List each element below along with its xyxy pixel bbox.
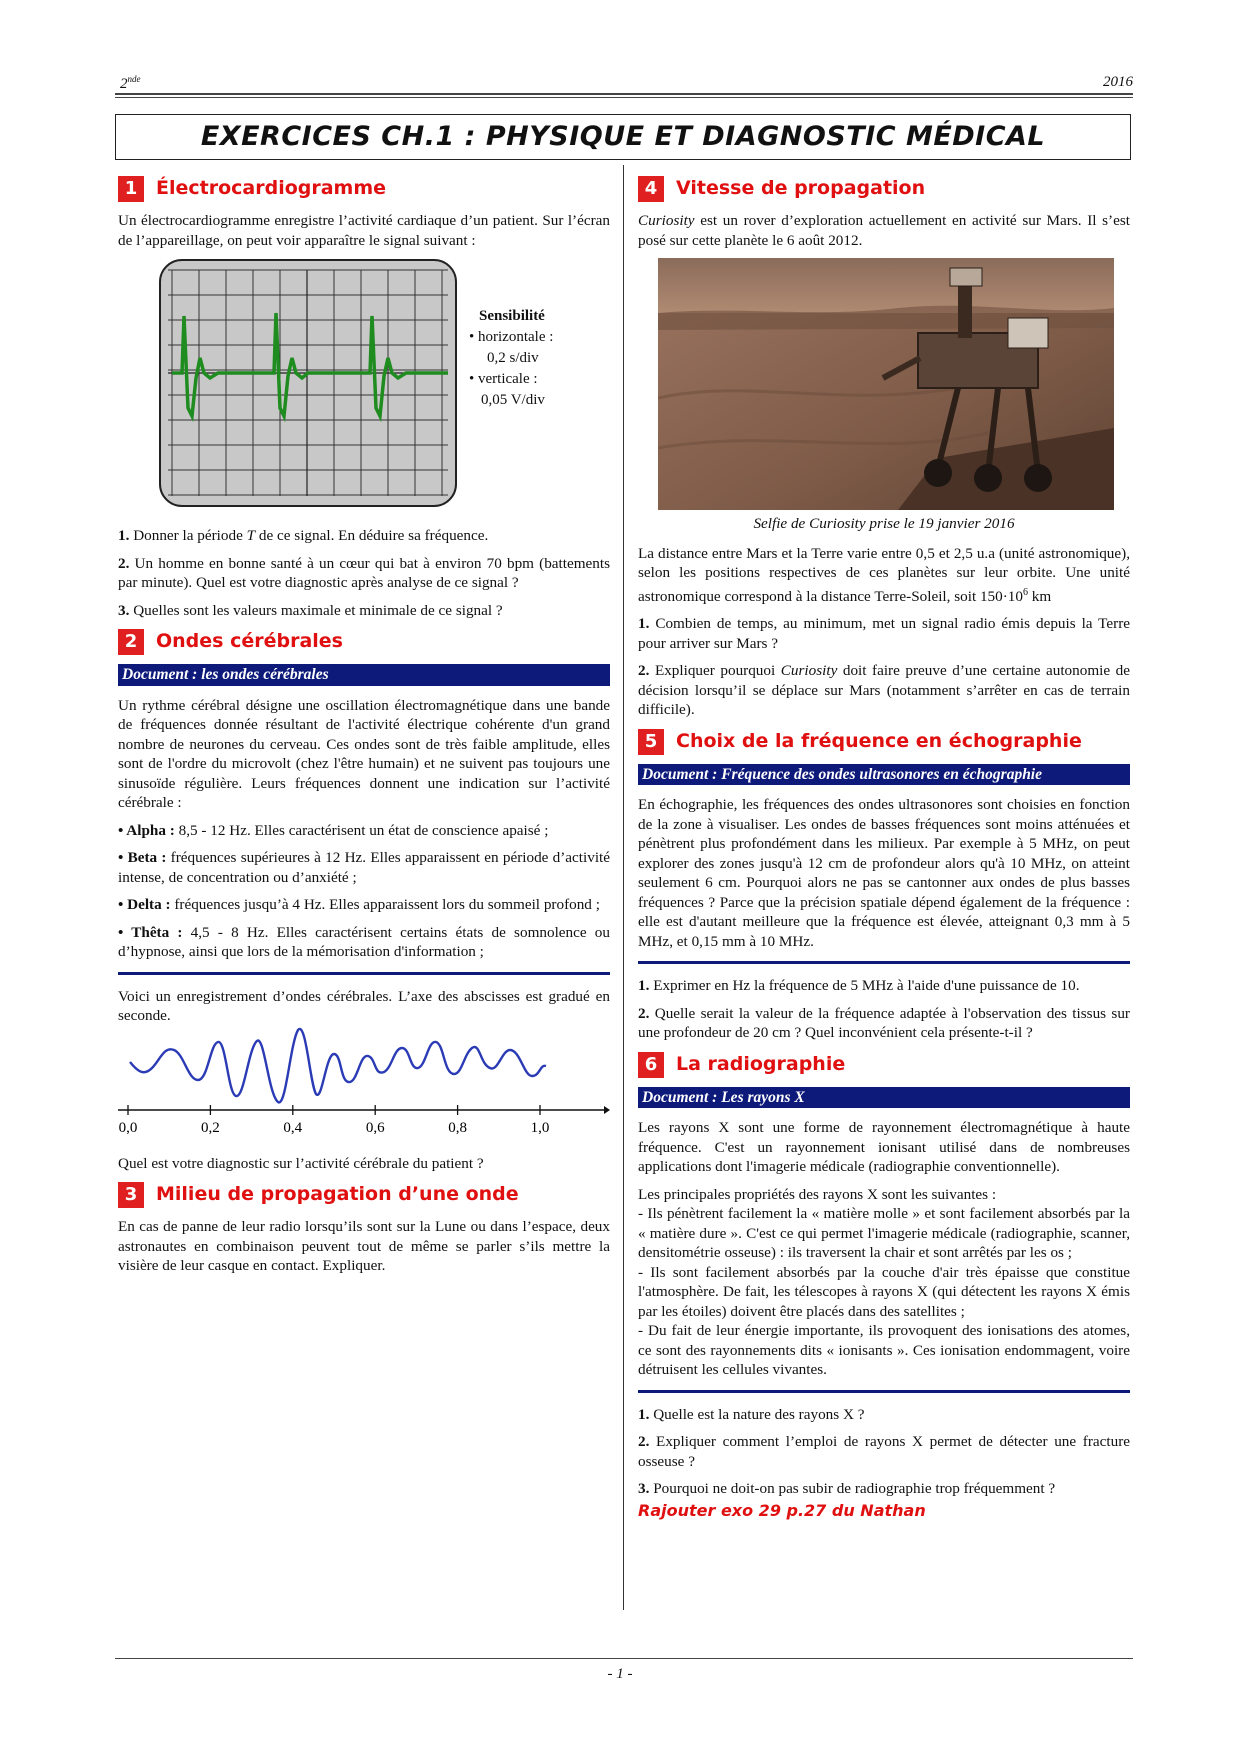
oscilloscope-frame [160, 260, 456, 506]
brain-wave-tick-label: 0,4 [283, 1119, 303, 1134]
brain-wave-tick-label: 1,0 [530, 1119, 550, 1134]
ex1-question-1: 1. Donner la période T de ce signal. En déduire sa fréquence. [118, 527, 489, 544]
ex2-document-end-rule [118, 972, 610, 975]
ex2-recording-intro: Voici un enregistrement d’ondes cérébrales. L’axe des abscisses est gradué en seconde. [118, 987, 610, 1024]
ex2-document-bar: Document : les ondes cérébrales [118, 664, 610, 686]
ex4-number: 4 [638, 176, 664, 202]
oscilloscope-screen [158, 258, 458, 508]
ex6-property-2: - Ils sont facilement absorbés par la couche d'air très épaisse que constitue l'atmosphère. De fait, les télescopes à rayons X (qui détectent les rayons X émis par les étoiles) doivent être placés dans des satellites ; [638, 1263, 1130, 1320]
header-rule-thin [115, 97, 1133, 98]
sensitivity-title: Sensibilité [479, 308, 545, 324]
ecg-figure [118, 258, 610, 518]
ex4-question-1: 1. Combien de temps, au minimum, met un signal radio émis depuis la Terre pour arriver sur Mars ? [638, 615, 1130, 652]
ex2-alpha: • Alpha : 8,5 - 12 Hz. Elles caractérisent un état de conscience apaisé ; [118, 821, 549, 839]
sensitivity-legend [469, 306, 553, 411]
ex2-question: Quel est votre diagnostic sur l’activité cérébrale du patient ? [118, 1154, 484, 1172]
ex6-document-end-rule [638, 1390, 1130, 1393]
footer-rule [115, 1658, 1133, 1659]
page-title-box [115, 114, 1131, 160]
ex2-paragraph: Un rythme cérébral désigne une oscillation électromagnétique dans une bande de fréquences donnée résultant de l'activité électrique cohérente d'un grand nombre de neurones du cerveau. Ces ondes sont de très faible amplitude, elles sont de l'ordre du microvolt (chez l'être humain) et ne suivent pas toujours une sinusoïde régulière. Leurs fréquences donnent une indication sur l’activité cérébrale : [118, 696, 610, 811]
ex4-heading [638, 175, 1130, 203]
ex6-question-3: 3. Pourquoi ne doit-on pas subir de radiographie trop fréquemment ? [638, 1480, 1056, 1498]
sensitivity-vertical-value: 0,05 V/div [481, 392, 545, 408]
ex2-title: Ondes cérébrales [156, 630, 343, 653]
ex6-property-1: - Ils pénètrent facilement la « matière molle » et sont facilement absorbés par la « matière dure ». C'est ce qui permet l'imagerie médicale (radiographie, scanner, densitométrie osseuse) : ils traversent la chair et sont arrêtés par les os ; [638, 1205, 1130, 1262]
brain-wave-tick-label: 0,2 [201, 1119, 220, 1134]
ex5-paragraph: En échographie, les fréquences des ondes ultrasonores sont choisies en fonction de la zone à visualiser. Les ondes de basses fréquences sont moins atténuées et pénètrent plus profondément dans les milieux. Par exemple à 5 MHz, on peut explorer des zones jusqu'à 12 cm de profondeur alors qu'à 10 MHz, on atteint seulement 6 cm. Pourquoi alors ne pas se cantonner aux ondes de plus basses fréquences ? Parce que la précision spatiale dépend également de la fréquence : elle est d'autant meilleure que la fréquence est élevée, atteignant 0,3 mm à 5 MHz, et 0,15 mm à 10 MHz. [638, 796, 1130, 950]
year: 2016 [1103, 74, 1133, 90]
sensitivity-horizontal-value: 0,2 s/div [487, 350, 539, 366]
ex3-number: 3 [118, 1182, 144, 1208]
ex5-heading [638, 728, 1130, 756]
ex5-document-end-rule [638, 961, 1130, 964]
column-divider [623, 165, 624, 1610]
ex1-number: 1 [118, 176, 144, 202]
page-title: EXERCICES CH.1 : PHYSIQUE ET DIAGNOSTIC MÉDICAL [200, 121, 1046, 152]
ex6-question-2: 2. Expliquer comment l’emploi de rayons X permet de détecter une fracture osseuse ? [638, 1433, 1130, 1470]
ex6-paragraph-1: Les rayons X sont une forme de rayonnement électromagnétique à haute fréquence. C'est un rayonnement ionisant utilisé dans de nombreuses applications dont l'imagerie médicale (radiographie conventionnelle). [638, 1119, 1130, 1176]
brain-wave-graph [118, 1024, 610, 1134]
curiosity-selfie-image [658, 258, 1114, 510]
sensitivity-horizontal-label: • horizontale : [469, 329, 554, 345]
ex4-title: Vitesse de propagation [676, 177, 926, 200]
ex2-delta: • Delta : fréquences jusqu’à 4 Hz. Elles apparaissent lors du sommeil profond ; [118, 896, 600, 913]
left-column [118, 175, 610, 1284]
ex6-title: La radiographie [676, 1052, 846, 1075]
ex5-number: 5 [638, 729, 664, 755]
ex3-heading [118, 1181, 610, 1209]
ex3-text: En cas de panne de leur radio lorsqu’ils sont sur la Lune ou dans l’espace, deux astronautes en combinaison peuvent tout de même se parler s’ils mettre la visière de leur casque en contact. Expliquer. [118, 1218, 610, 1274]
ex2-heading [118, 628, 610, 656]
ex3-title: Milieu de propagation d’une onde [156, 1183, 519, 1206]
ex2-theta: • Thêta : 4,5 - 8 Hz. Elles caractérisent certains états de somnolence ou d’hypnose, ainsi que lors de la mémorisation d'information ; [118, 923, 610, 960]
ex6-number: 6 [638, 1052, 664, 1078]
page-header [115, 72, 1133, 94]
ex1-question-2: 2. Un homme en bonne santé à un cœur qui bat à environ 70 bpm (battements par minute). Quel est votre diagnostic après analyse de ce signal ? [118, 554, 610, 591]
ex1-question-3: 3. Quelles sont les valeurs maximale et minimale de ce signal ? [118, 601, 503, 619]
ex6-paragraph-2: Les principales propriétés des rayons X sont les suivantes : [638, 1185, 997, 1203]
ex6-question-1: 1. Quelle est la nature des rayons X ? [638, 1405, 865, 1423]
ex1-title: Électrocardiogramme [156, 177, 387, 200]
page-number: - 1 - [607, 1666, 633, 1682]
ex6-document-bar: Document : Les rayons X [638, 1087, 1130, 1109]
ex5-title: Choix de la fréquence en échographie [676, 729, 1082, 752]
ex6-heading [638, 1051, 1130, 1079]
ex4-distance-paragraph: La distance entre Mars et la Terre varie entre 0,5 et 2,5 u.a (unité astronomique), selon les positions respectives de ces planètes sur leur orbite. Une unité astronomique correspond à la distance Terre-Soleil, soit $150\cdot 10^6$ km [638, 544, 1130, 605]
brain-wave-trace [130, 1028, 546, 1101]
ex4-intro: Curiosity est un rover d’exploration actuellement en activité sur Mars. Il s’est posé sur cette planète le 6 août 2012. [638, 212, 1130, 249]
header-rule [115, 93, 1133, 95]
ex5-question-1: 1. Exprimer en Hz la fréquence de 5 MHz à l'aide d'une puissance de 10. [638, 977, 1080, 995]
ex1-heading [118, 175, 610, 203]
right-column [638, 175, 1130, 1520]
curiosity-caption: Selfie de Curiosity prise le 19 janvier 2016 [753, 515, 1015, 532]
brain-wave-tick-label: 0,6 [365, 1119, 385, 1134]
ex5-question-2: 2. Quelle serait la valeur de la fréquence adaptée à l'observation des tissus sur une profondeur de 20 cm ? Quel inconvénient cela présente-t-il ? [638, 1004, 1130, 1042]
sensitivity-vertical-label: • verticale : [469, 371, 538, 387]
brain-wave-axis-arrow [604, 1106, 610, 1114]
class-level: 2nde [120, 74, 141, 92]
ex4-question-2: 2. Expliquer pourquoi Curiosity doit faire preuve d’une certaine autonomie de décision lorsqu’il se déplace sur Mars (notamment s’arrêter en cas de terrain difficile). [638, 662, 1130, 719]
brain-wave-tick-label: 0,8 [448, 1119, 467, 1134]
ex2-beta: • Beta : fréquences supérieures à 12 Hz. Elles apparaissent en période d’activité intense, de concentration ou d’anxiété ; [118, 849, 611, 886]
ex1-intro: Un électrocardiogramme enregistre l’activité cardiaque d’un patient. Sur l’écran de l’appareillage, on peut voir apparaître le signal suivant : [118, 212, 610, 249]
handwritten-note: Rajouter exo 29 p.27 du Nathan [638, 1500, 926, 1520]
ex2-number: 2 [118, 629, 144, 655]
ex5-document-bar: Document : Fréquence des ondes ultrasonores en échographie [638, 764, 1130, 786]
ex6-property-3: - Du fait de leur énergie importante, ils provoquent des ionisations des atomes, ce sont des rayonnements dits « ionisants ». Ces ionisation endommagent, voire détruisent les cellules vivantes. [638, 1322, 1130, 1379]
brain-wave-tick-label: 0,0 [118, 1119, 138, 1134]
